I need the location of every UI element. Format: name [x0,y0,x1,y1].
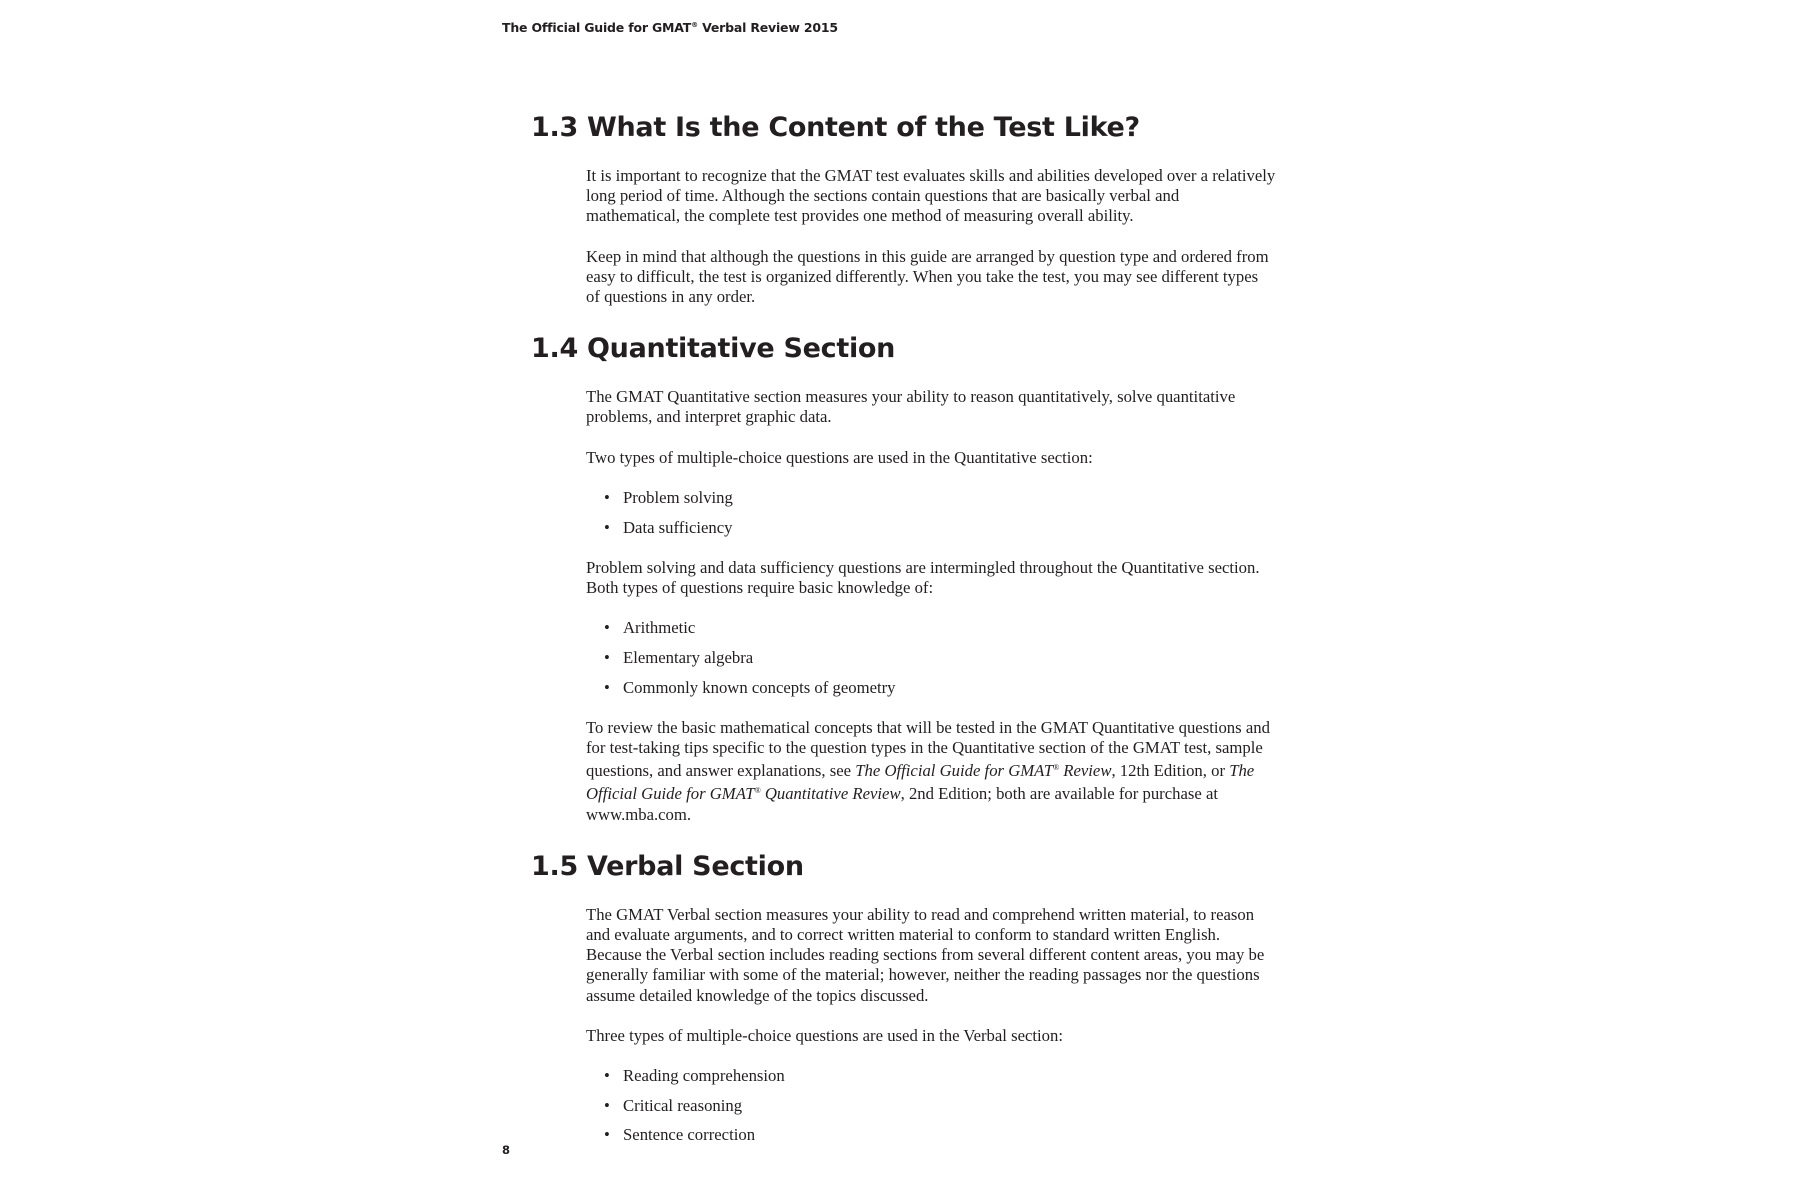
reference-text: To review the basic mathematical concepts that will be tested in the GMAT Quantitative questions and for test-taking tips specific to the question types in the Quantitative section of the GMAT test, sample questions, and answer explanations, see [586,717,1270,781]
list-item [586,518,1276,538]
list-item [586,678,1276,698]
bullet-icon: • [604,1125,610,1145]
bullet-icon: • [604,647,610,667]
registered-mark: ® [691,21,698,29]
section-heading: 1.3 What Is the Content of the Test Like? [531,112,1140,143]
reference-text: , 12th Edition, or [1111,761,1230,781]
registered-mark: ® [1053,763,1060,773]
registered-mark: ® [754,786,761,796]
paragraph: The GMAT Verbal section measures your ability to read and comprehend written material, to reason and evaluate arguments, and to correct written material to conform to standard written English. Because the Verbal section includes reading sections from several different content areas, you may be generally familiar with some of the material; however, neither the reading passages nor the questions assume detailed knowledge of the topics discussed. [586,904,1265,1005]
book-title-text: The Official Guide for GMAT [855,761,1054,781]
bullet-icon: • [604,677,610,697]
section-body [586,387,1276,825]
reference-text: , 2nd Edition; both are available for purchase at www.mba.com. [586,784,1219,824]
list-item [586,1066,1276,1086]
list-item-text: Elementary algebra [623,647,754,667]
paragraph: It is important to recognize that the GMAT test evaluates skills and abilities developed over a relatively long period of time. Although the sections contain questions that are basically verbal and mathematical, the complete test provides one method of measuring overall ability. [586,166,1276,226]
bullet-list-question-types [586,488,1276,538]
list-item-text: Commonly known concepts of geometry [623,677,896,697]
list-item-text: Critical reasoning [623,1095,743,1115]
page-content [531,108,1276,1146]
paragraph-references [586,718,1276,825]
paragraph: Problem solving and data sufficiency questions are intermingled throughout the Quantitative section. Both types of questions require basic knowledge of: [586,557,1260,597]
list-item-text: Problem solving [623,487,733,507]
section-1-5 [531,847,1271,1146]
bullet-icon: • [604,1095,610,1115]
running-header [502,20,838,35]
bullet-list-knowledge-areas [586,618,1276,698]
page-number: 8 [502,1143,511,1157]
running-header-title: The Official Guide for GMAT [502,20,692,35]
paragraph: The GMAT Quantitative section measures your ability to reason quantitatively, solve quantitative problems, and interpret graphic data. [586,387,1236,427]
list-item [586,618,1276,638]
list-item [586,488,1276,508]
section-body [586,166,1276,307]
bullet-icon: • [604,517,610,537]
book-title-suffix: Review [1059,761,1112,781]
list-item-text: Sentence correction [623,1125,756,1145]
list-item [586,1096,1276,1116]
section-heading: 1.4 Quantitative Section [531,333,896,365]
list-item-text: Reading comprehension [623,1065,785,1085]
paragraph: Keep in mind that although the questions in this guide are arranged by question type and ordered from easy to difficult, the test is organized differently. When you take the test, you may see different types of questions in any order. [586,246,1269,307]
bullet-icon: • [604,487,610,507]
running-header-suffix: Verbal Review 2015 [697,20,838,35]
section-1-4 [531,329,1271,825]
section-heading: 1.5 Verbal Section [531,850,804,882]
bullet-list-verbal-types [586,1066,1276,1146]
list-item-text: Data sufficiency [623,517,733,537]
book-title-suffix: Quantitative Review [760,784,901,804]
section-1-3 [531,108,1276,307]
book-title-text: The Official Guide for GMAT [586,761,1255,804]
list-item [586,1125,1276,1145]
bullet-icon: • [604,1065,610,1085]
list-item [586,648,1276,668]
book-title-review [855,761,1111,780]
paragraph: Two types of multiple-choice questions are used in the Quantitative section: [586,447,1093,467]
section-body [586,905,1276,1146]
paragraph: Three types of multiple-choice questions are used in the Verbal section: [586,1025,1063,1045]
list-item-text: Arithmetic [623,618,696,638]
bullet-icon: • [604,618,610,638]
